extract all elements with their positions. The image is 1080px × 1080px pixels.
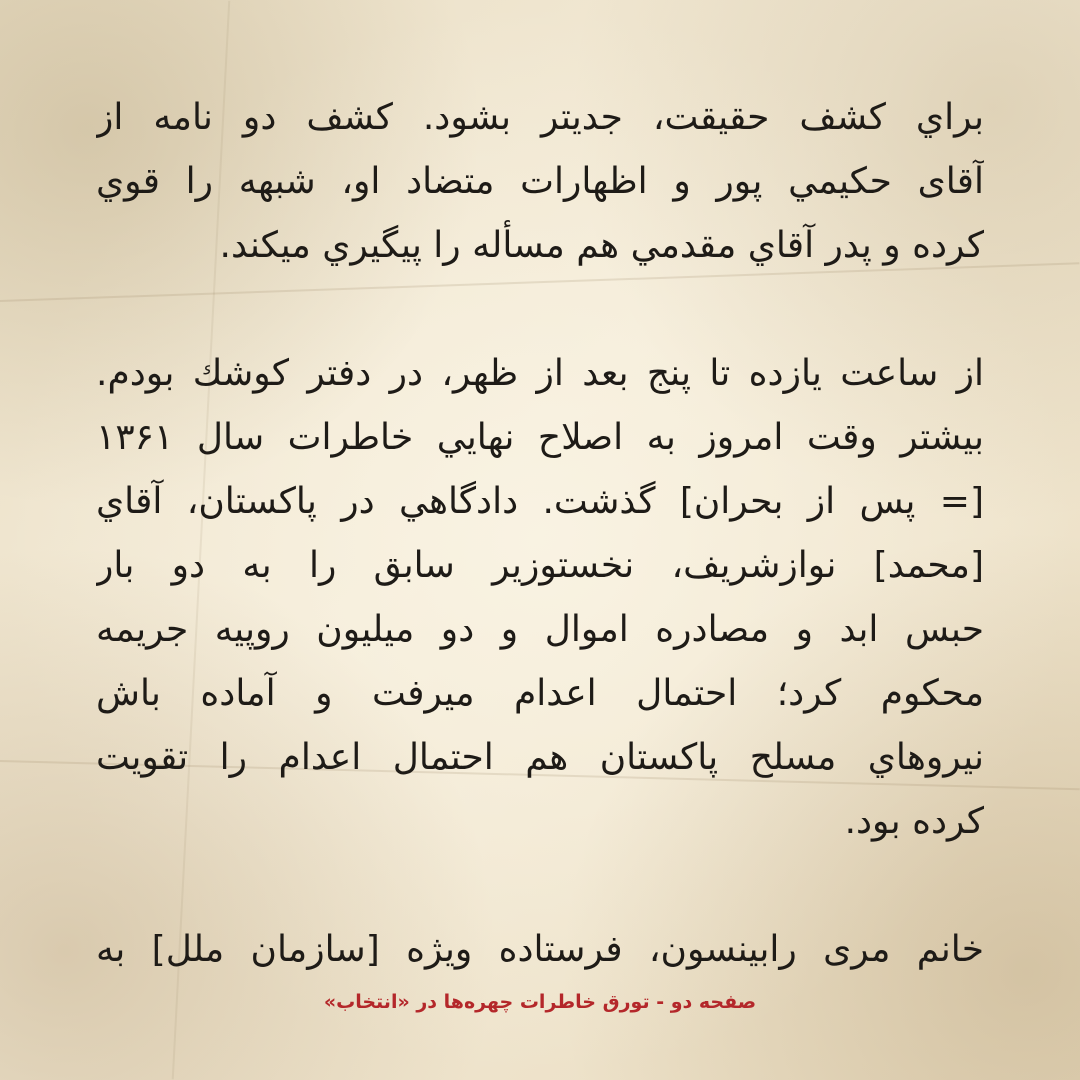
paragraph-2 xyxy=(96,342,984,854)
text-line: [محمد] نوازشريف، نخستوزير سابق را به دو بار xyxy=(96,545,984,586)
text-line: خانم مرى رابينسون، فرستاده ويژه [سازمان ملل] به xyxy=(96,929,984,970)
text-line: كرده و پدر آقاي مقدمي هم مسأله را پيگيري ميكند. xyxy=(219,225,984,266)
paragraph-spacer xyxy=(96,854,984,918)
paragraph-1 xyxy=(96,86,984,278)
paragraph-3 xyxy=(96,918,984,982)
text-line: محكوم كرد؛ احتمال اعدام ميرفت و آماده باش xyxy=(96,673,984,714)
text-line: نيروهاي مسلح پاكستان هم احتمال اعدام را تقويت xyxy=(96,737,984,778)
memoir-page-text xyxy=(96,86,984,982)
text-line: براي كشف حقيقت، جديتر بشود. كشف دو نامه از xyxy=(96,97,984,138)
text-line: كرده بود. xyxy=(844,801,984,842)
text-line: حبس ابد و مصادره اموال و دو ميليون روپيه جريمه xyxy=(96,609,984,650)
text-line: [= پس از بحران] گذشت. دادگاهي در پاكستان، آقاي xyxy=(96,481,984,522)
paragraph-spacer xyxy=(96,278,984,342)
text-line: آقای حكيمي پور و اظهارات متضاد او، شبهه را قوي xyxy=(96,161,984,202)
text-line: بيشتر وقت امروز به اصلاح نهايي خاطرات سال ۱۳۶۱ xyxy=(96,417,984,458)
text-line: از ساعت یازده تا پنج بعد از ظهر، در دفتر كوشك بودم. xyxy=(96,353,984,394)
page-caption: صفحه دو - تورق خاطرات چهره‌ها در «انتخاب» xyxy=(323,991,757,1013)
